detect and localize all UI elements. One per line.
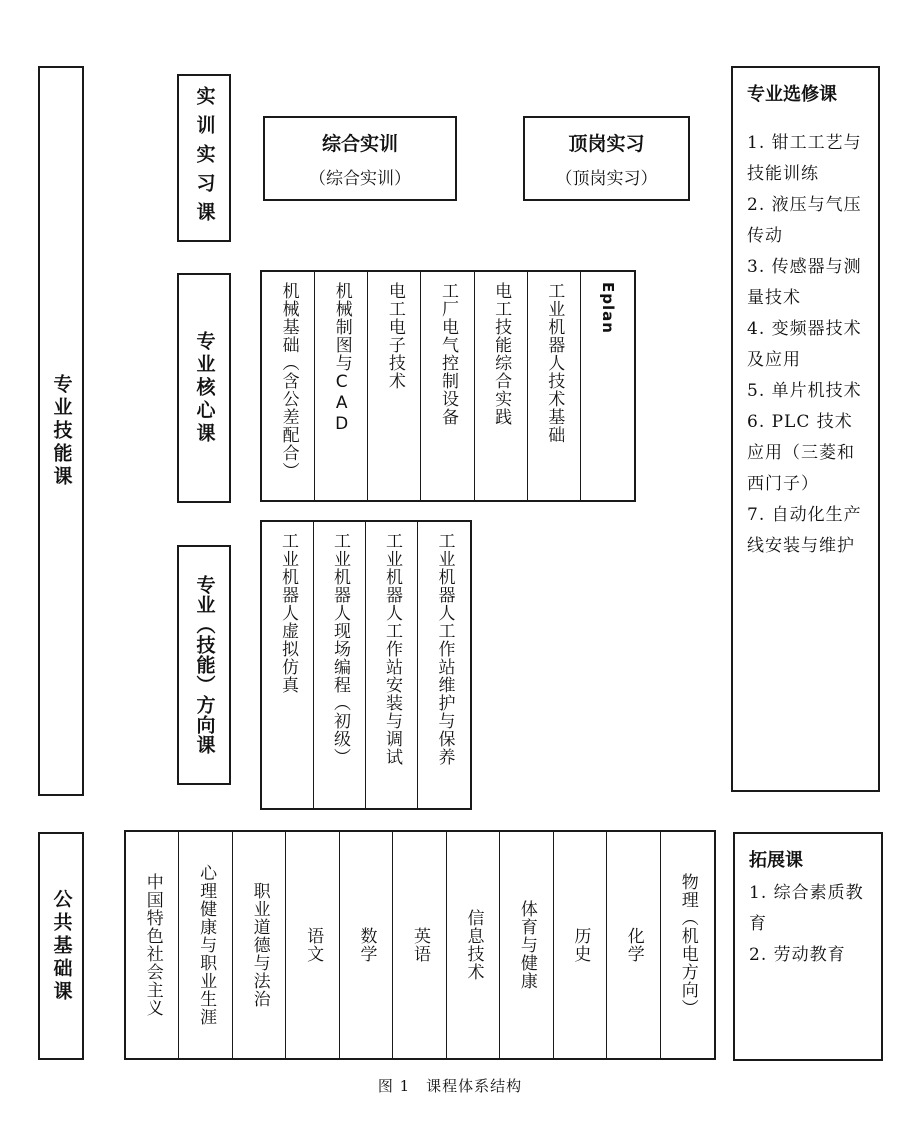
figure-caption: 图 1 课程体系结构 [377,1077,523,1095]
public-course: 信息技术 [447,832,500,1058]
public-courses-grid [124,830,716,1060]
comprehensive-training-box [263,116,457,201]
training-label-box [177,74,231,242]
direction-course: 工业机器人虚拟仿真 [262,522,314,808]
public-course: 历史 [554,832,607,1058]
comprehensive-training-subtitle: （综合实训） [309,168,411,189]
core-label: 专业核心课 [193,330,216,446]
core-course: 电工电子技术 [368,272,421,500]
direction-course: 工业机器人工作站安装与调试 [366,522,418,808]
electives-title: 专业选修课 [747,84,837,105]
extension-box [733,832,883,1061]
direction-course: 工业机器人现场编程（初级） [314,522,366,808]
core-course: 电工技能综合实践 [475,272,528,500]
elective-item: 1. 钳工工艺与技能训练 [747,133,862,184]
professional-skill-label: 专业技能课 [50,373,73,489]
training-label: 实训实习课 [193,85,216,231]
public-course: 物理（机电方向） [677,873,698,1017]
public-course: 语文 [286,832,339,1058]
public-course: 体育与健康 [500,832,553,1058]
core-course: 工业机器人技术基础 [528,272,581,500]
elective-item: 4. 变频器技术及应用 [747,319,862,370]
extension-item: 1. 综合素质教育 [749,883,864,934]
public-course: 数学 [340,832,393,1058]
elective-item: 7. 自动化生产线安装与维护 [747,505,862,556]
internship-title: 顶岗实习 [568,132,645,155]
direction-label: 专业（技能）方向课 [193,575,216,755]
core-course: 机械基础（含公差配合） [262,272,315,500]
internship-box [523,116,690,201]
electives-box [731,66,880,792]
public-course: 职业道德与法治 [233,832,286,1058]
core-course: 工厂电气控制设备 [421,272,474,500]
public-basic-label: 公共基础课 [50,888,73,1004]
public-course: 中国特色社会主义 [126,832,179,1058]
core-course: 机械制图与CAD [315,272,368,500]
direction-course: 工业机器人工作站维护与保养 [434,532,455,766]
extension-title: 拓展课 [749,850,803,871]
professional-skill-label-box [38,66,84,796]
direction-courses-grid [260,520,472,810]
elective-item: 3. 传感器与测量技术 [747,257,862,308]
public-course: 英语 [393,832,446,1058]
elective-item: 6. PLC 技术应用（三菱和西门子） [747,412,855,494]
public-basic-label-box [38,832,84,1060]
internship-subtitle: （顶岗实习） [555,168,658,189]
elective-item: 2. 液压与气压传动 [747,195,862,246]
core-course: Eplan [598,282,617,334]
public-course: 心理健康与职业生涯 [179,832,232,1058]
direction-label-box [177,545,231,785]
extension-item: 2. 劳动教育 [749,945,846,965]
public-course: 化学 [607,832,660,1058]
comprehensive-training-title: 综合实训 [321,132,398,155]
core-label-box [177,273,231,503]
elective-item: 5. 单片机技术 [747,381,862,401]
core-courses-grid [260,270,636,502]
